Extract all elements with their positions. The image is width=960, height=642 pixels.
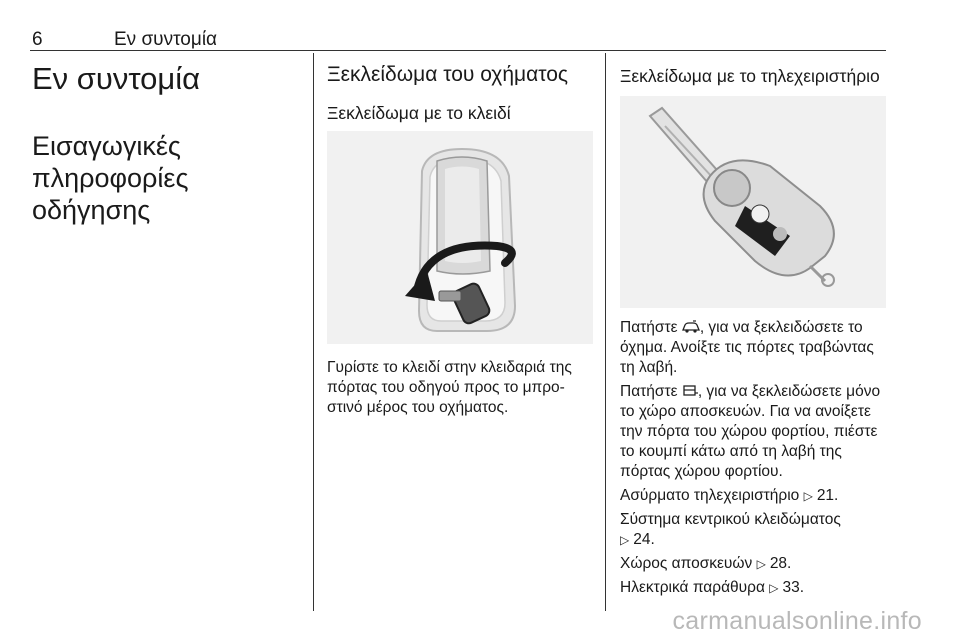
trunk-unlock-icon: [682, 384, 698, 398]
watermark: carmanualsonline.info: [672, 607, 922, 635]
page-ref-arrow-icon: ▷: [803, 489, 813, 503]
running-header: Εν συντομία: [114, 29, 218, 50]
remote-unlock-subheading: Ξεκλείδωμα με το τηλεχειριστήριο: [620, 66, 880, 86]
ref-central-lock-page[interactable]: 24.: [633, 531, 655, 548]
page-ref-arrow-icon: ▷: [756, 557, 766, 571]
chapter-title: Εν συντομία: [32, 61, 201, 96]
ref-windows-page[interactable]: 33.: [782, 579, 805, 596]
page-number: 6: [32, 29, 43, 50]
page-ref-arrow-icon: ▷: [769, 581, 779, 595]
ref-remote-page[interactable]: 21.: [816, 487, 839, 504]
ref-windows-text: Ηλεκτρικά παράθυρα: [620, 579, 765, 596]
page-ref-arrow-icon: ▷: [620, 533, 630, 547]
p1-lead: Πατήστε: [620, 319, 682, 336]
header-rule: [30, 50, 886, 51]
key-unlock-subheading: Ξεκλείδωμα με το κλειδί: [327, 103, 511, 123]
unlock-heading: Ξεκλείδωμα του οχήματος: [327, 63, 569, 86]
remote-key-fob-illustration: [620, 96, 886, 308]
p2-rest: , για να ξεκλειδώσετε μόνο το χώρο αποσκευών. Για να ανοίξετε την πόρτα του χώρου φορτίου, πιέστε το κουμπί κάτω από τη λαβή της πόρτας χώρου φορτίου.: [620, 383, 881, 480]
p1-rest: , για να ξεκλειδώσετε το όχημα. Ανοίξτε τις πόρτες τραβώντας τη λαβή.: [620, 319, 874, 376]
column-divider-1: [313, 53, 314, 611]
key-unlock-instructions: Γυρίστε το κλειδί στην κλειδαριά της πόρτας του οδηγού προς το μπρο- στινό μέρος του οχήματος.: [327, 359, 572, 416]
car-unlock-icon: [682, 320, 700, 334]
ref-central-lock-text: Σύστημα κεντρικού κλειδώματος: [620, 511, 841, 528]
column-divider-2: [605, 53, 606, 611]
ref-remote-text: Ασύρματο τηλεχειριστήριο: [620, 487, 800, 504]
ref-luggage-page[interactable]: 28.: [769, 555, 792, 572]
section-title: Εισαγωγικές πληροφορίες οδήγησης: [32, 131, 189, 225]
door-handle-key-illustration: [327, 131, 593, 344]
remote-unlock-text: [620, 318, 888, 598]
ref-luggage-text: Χώρος αποσκευών: [620, 555, 753, 572]
p2-lead: Πατήστε: [620, 383, 682, 400]
